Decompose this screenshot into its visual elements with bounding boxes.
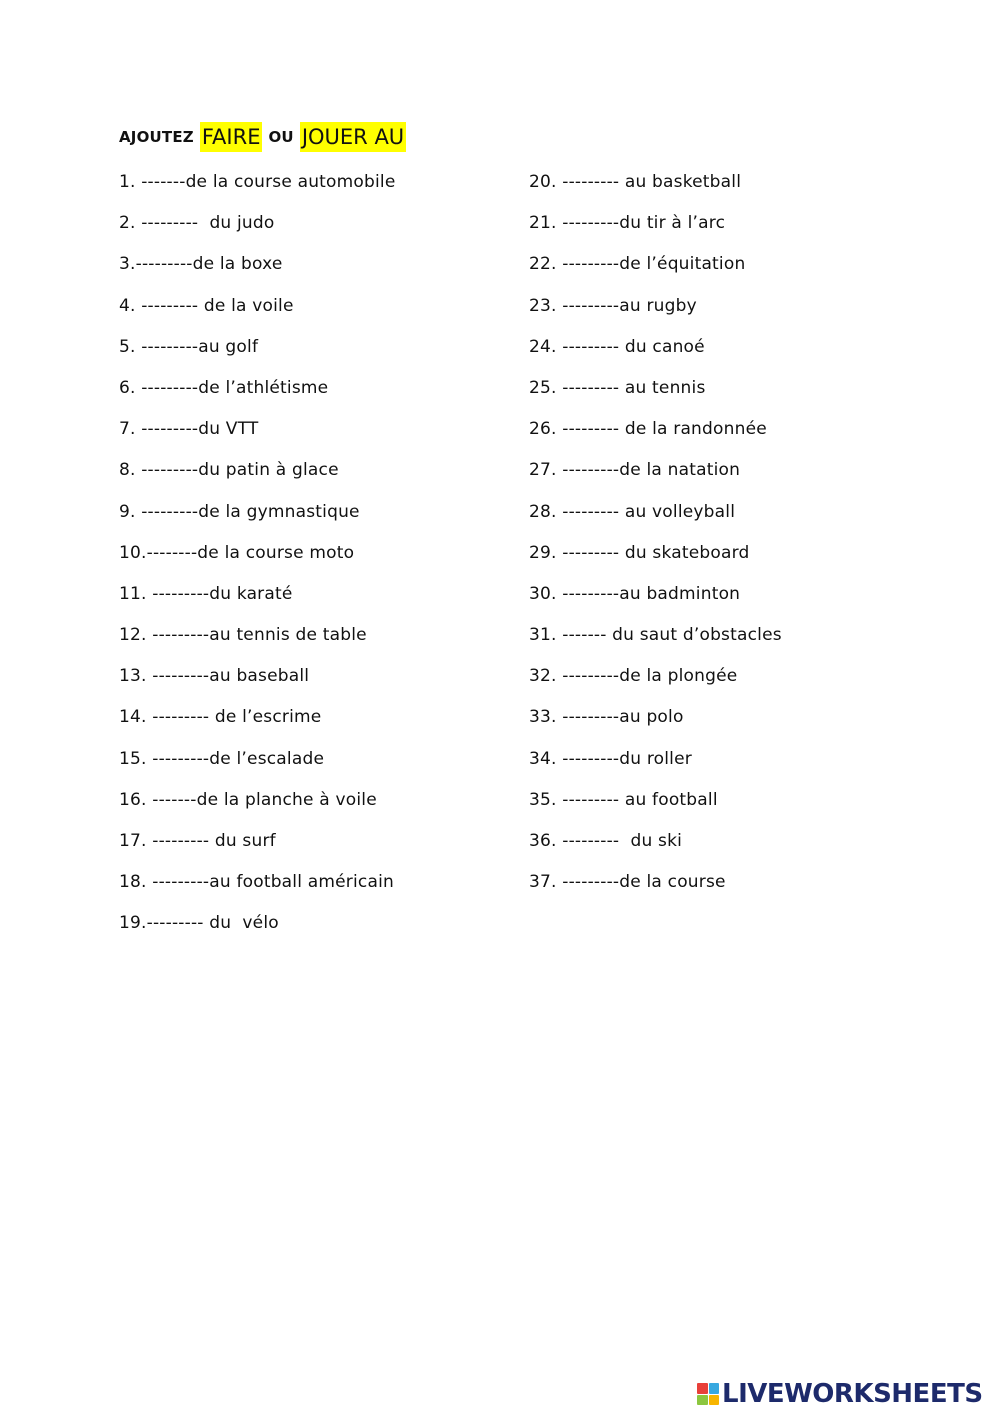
exercise-item: 11. ---------du karaté <box>119 583 293 604</box>
exercise-item: 19.--------- du vélo <box>119 913 279 934</box>
exercise-item: 21. ---------du tir à l’arc <box>529 213 726 234</box>
title-highlight-faire: FAIRE <box>200 122 263 152</box>
exercise-column-right <box>529 168 929 909</box>
exercise-item: 14. --------- de l’escrime <box>119 707 322 728</box>
exercise-item: 35. --------- au football <box>529 789 718 810</box>
exercise-item: 15. ---------de l’escalade <box>119 748 325 769</box>
title-connector: OU <box>268 128 294 146</box>
exercise-item: 32. ---------de la plongée <box>529 666 738 687</box>
exercise-item: 33. ---------au polo <box>529 707 684 728</box>
exercise-item: 18. ---------au football américain <box>119 872 394 893</box>
exercise-item: 29. --------- du skateboard <box>529 542 750 563</box>
title-highlight-jouer-au: JOUER AU <box>300 122 406 152</box>
liveworksheets-logo-icon <box>697 1383 719 1405</box>
exercise-item: 6. ---------de l’athlétisme <box>119 377 329 398</box>
exercise-item: 25. --------- au tennis <box>529 377 706 398</box>
title-prefix: AJOUTEZ <box>119 128 194 146</box>
exercise-item: 10.--------de la course moto <box>119 542 355 563</box>
exercise-item: 7. ---------du VTT <box>119 419 259 440</box>
exercise-item: 5. ---------au golf <box>119 336 259 357</box>
exercise-item: 26. --------- de la randonnée <box>529 419 767 440</box>
exercise-item: 4. --------- de la voile <box>119 295 294 316</box>
exercise-item: 20. --------- au basketball <box>529 172 742 192</box>
exercise-item: 13. ---------au baseball <box>119 666 310 687</box>
exercise-item: 16. -------de la planche à voile <box>119 789 377 810</box>
exercise-item: 28. --------- au volleyball <box>529 501 736 522</box>
exercise-item: 1. -------de la course automobile <box>119 172 396 192</box>
exercise-item: 30. ---------au badminton <box>529 583 741 604</box>
exercise-item: 27. ---------de la natation <box>529 460 741 481</box>
exercise-item: 17. --------- du surf <box>119 831 276 851</box>
exercise-item: 22. ---------de l’équitation <box>529 254 746 275</box>
liveworksheets-logo <box>697 1380 983 1408</box>
exercise-column-left <box>119 168 519 951</box>
exercise-item: 2. --------- du judo <box>119 213 275 234</box>
exercise-item: 3.---------de la boxe <box>119 254 283 275</box>
exercise-item: 24. --------- du canoé <box>529 336 705 357</box>
worksheet-title <box>119 120 406 154</box>
exercise-item: 34. ---------du roller <box>529 748 692 769</box>
exercise-item: 36. --------- du ski <box>529 831 683 851</box>
exercise-item: 37. ---------de la course <box>529 872 726 893</box>
exercise-item: 9. ---------de la gymnastique <box>119 501 360 522</box>
exercise-item: 12. ---------au tennis de table <box>119 625 367 646</box>
logo-text: LIVEWORKSHEETS <box>722 1379 983 1409</box>
exercise-item: 8. ---------du patin à glace <box>119 460 339 481</box>
exercise-item: 23. ---------au rugby <box>529 295 697 316</box>
exercise-item: 31. ------- du saut d’obstacles <box>529 625 782 646</box>
